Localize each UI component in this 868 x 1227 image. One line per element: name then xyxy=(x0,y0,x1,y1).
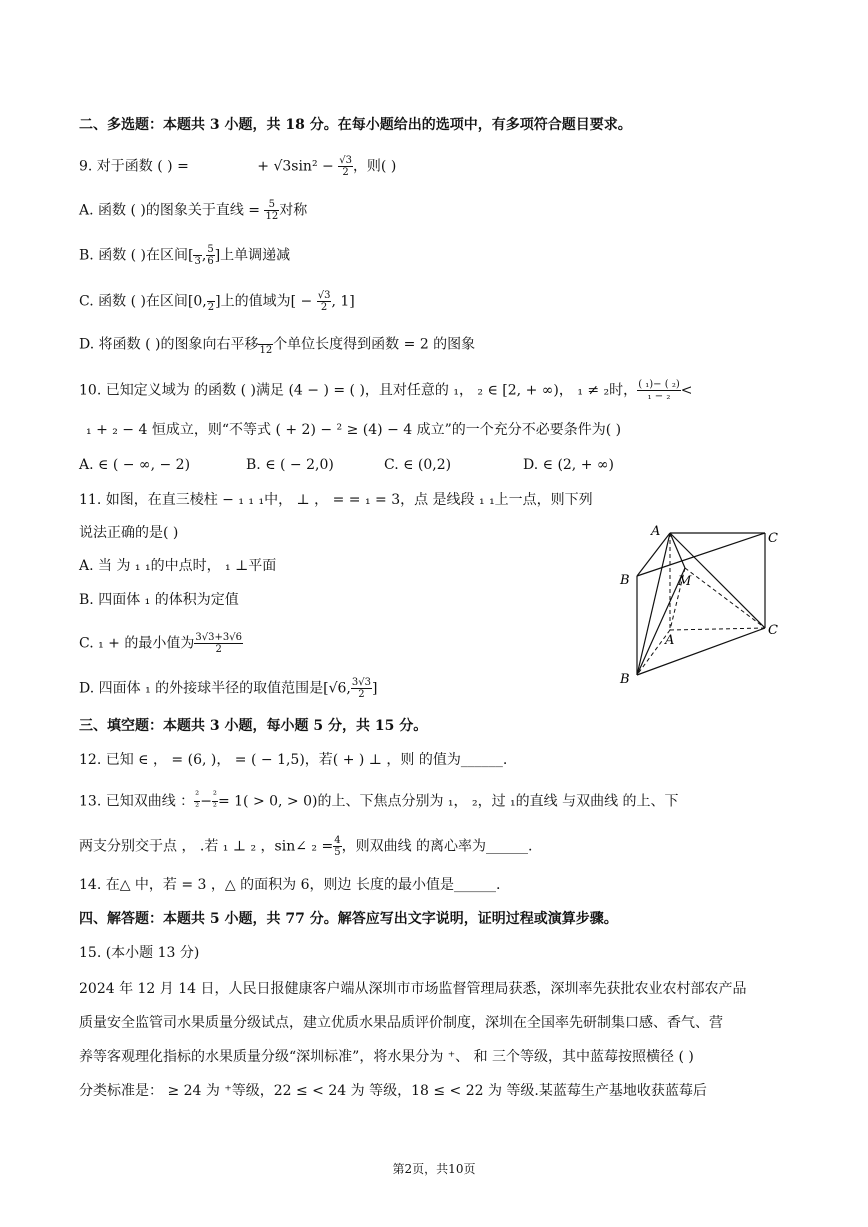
label-vertex-a1: A xyxy=(651,524,661,539)
question-11-line-1: 11. 如图，在直三棱柱 − ₁ ₁ ₁中， ⊥ ， = = ₁ = 3，点 是线段 ₁ ₁上一点，则下列 xyxy=(79,492,593,508)
label-vertex-b: B xyxy=(620,672,630,687)
question-9-option-d: D. 将函数 ( )的图象向右平移 12 个单位长度得到函数 = 2 的图象 xyxy=(79,333,475,356)
question-9-option-c: C. 函数 ( )在区间[0, 2 ]上的值域为[ − $\frac{√3}{2}$ , 1] xyxy=(79,290,355,313)
question-12: 12. 已知 ∈ ， = (6, )， = ( − 1,5)，若( + ) ⊥ ，则 的值为______. xyxy=(79,752,508,768)
question-13-line-2: 两支分别交于点 ， .若 ₁ ⊥ ₂ ，sin∠ ₂ = $\frac{4}{5}$ ，则双曲线 的离心率为______. xyxy=(79,835,533,858)
question-10-option-a: A. ∈ ( − ∞, − 2) xyxy=(79,457,191,473)
question-9-stem: 9. 对于函数 ( ) = + √3sin² − $\frac{√3}{2}$ ，则( ) xyxy=(79,155,397,178)
question-9-option-b: B. 函数 ( )在区间[ 3 , $\frac{5}{6}$ ]上单调递减 xyxy=(79,244,291,267)
question-10-line-1: 10. 已知定义域为 的函数 ( )满足 (4 − ) = ( )，且对任意的 ₁， ₂ ∈ [2, + ∞)， ₁ ≠ ₂时， $\frac{\text{( ₁)− ( ₂)}}{\text{₁ − ₂}}$ < xyxy=(79,379,693,402)
question-15-paragraph-line-2: 质量安全监管司水果质量分级试点，建立优质水果品质评价制度，深圳在全国率先研制集口感、香气、营 xyxy=(79,1015,723,1031)
label-vertex-c1: C xyxy=(768,531,778,546)
question-15-paragraph-line-1: 2024 年 12 月 14 日，人民日报健康客户端从深圳市市场监督管理局获悉，深圳率先获批农业农村部农产品 xyxy=(79,981,747,997)
question-11-option-c: C. ₁ + 的最小值为 $\frac{3√3+3√6}{2}$ xyxy=(79,632,242,655)
section-heading-fill-in: 三、填空题：本题共 3 小题，每小题 5 分，共 15 分。 xyxy=(79,718,428,734)
label-vertex-a: A xyxy=(665,633,675,648)
label-vertex-c: C xyxy=(768,623,778,638)
question-10-option-d: D. ∈ (2, + ∞) xyxy=(523,457,615,473)
question-10-option-b: B. ∈ ( − 2,0) xyxy=(246,457,334,473)
label-point-m: M xyxy=(678,574,692,589)
section-heading-solutions: 四、解答题：本题共 5 小题，共 77 分。解答应写出文字说明，证明过程或演算步骤。 xyxy=(79,911,618,927)
question-10-line-2: ₁ + ₂ − 4 恒成立，则“不等式 ( + 2) − ² ≥ (4) − 4 成立”的一个充分不必要条件为( ) xyxy=(86,422,622,438)
question-11-option-d: D. 四面体 ₁ 的外接球半径的取值范围是[√6, $\frac{3√3}{2}$ ] xyxy=(79,677,378,700)
question-14: 14. 在△ 中，若 = 3 ，△ 的面积为 6，则边 长度的最小值是______. xyxy=(79,877,501,893)
question-11-option-b: B. 四面体 ₁ 的体积为定值 xyxy=(79,592,239,608)
label-vertex-b1: B xyxy=(620,573,630,588)
question-11-option-a: A. 当 为 ₁ ₁的中点时， ₁ ⊥平面 xyxy=(79,558,277,574)
question-13-line-1: 13. 已知双曲线 ： $\frac{\text{²}}{\text{²}}$ − $\frac{\text{²}}{\text{²}}$ = 1( > 0, > 0)的上、下焦点分别为 ₁， ₂，过 ₁的直线 与双曲线 的上、下 xyxy=(79,790,679,813)
question-15-paragraph-line-4: 分类标准是： ≥ 24 为 ⁺等级，22 ≤ < 24 为 等级，18 ≤ < 22 为 等级.某蓝莓生产基地收获蓝莓后 xyxy=(79,1083,707,1099)
page-footer: 第2页，共10页 xyxy=(392,1162,476,1176)
question-11-line-2: 说法正确的是( ) xyxy=(79,525,179,541)
question-10-option-c: C. ∈ (0,2) xyxy=(384,457,452,473)
question-9-option-a: A. 函数 ( )的图象关于直线 = $\frac{5}{12}$ 对称 xyxy=(79,199,308,222)
question-15-paragraph-line-3: 养等客观理化指标的水果质量分级“深圳标准”，将水果分为 ⁺、 和 三个等级，其中蓝莓按照横径 ( ) xyxy=(79,1049,694,1065)
prism-figure xyxy=(615,518,790,688)
question-15-title: 15. (本小题 13 分) xyxy=(79,945,200,961)
section-heading-multiple-choice: 二、多选题：本题共 3 小题，共 18 分。在每小题给出的选项中，有多项符合题目要求。 xyxy=(79,117,632,133)
